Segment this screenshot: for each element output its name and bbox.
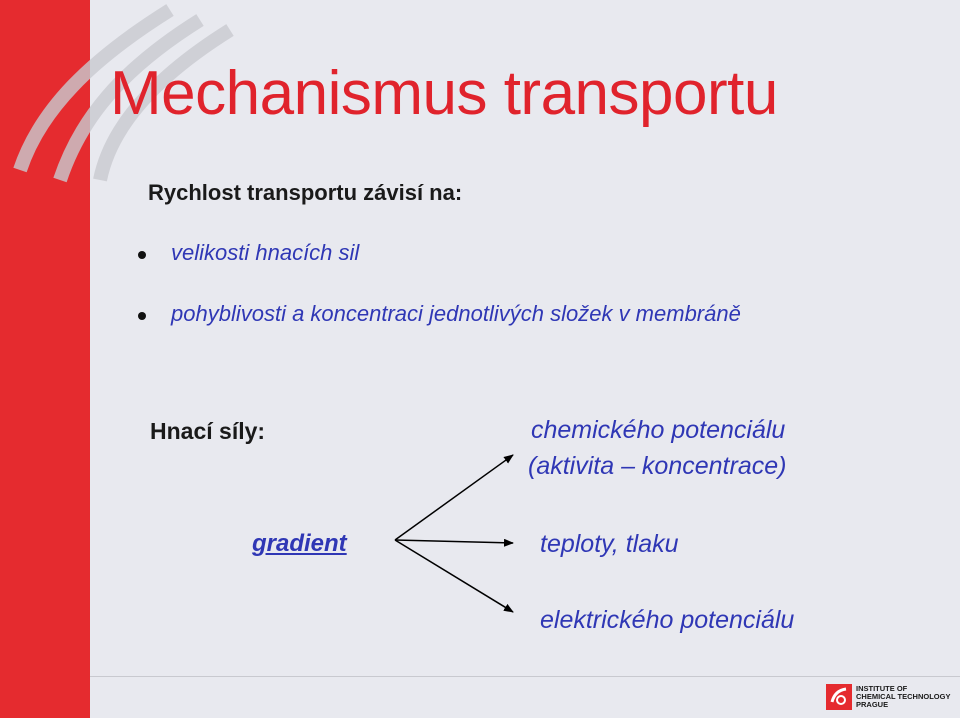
institute-logo [826, 684, 950, 710]
logo-line: PRAGUE [856, 700, 889, 709]
slide-subtitle: Rychlost transportu závisí na: [148, 180, 463, 205]
driving-forces-label: Hnací síly: [150, 418, 266, 444]
chemical-potential-text: chemického potenciálu [531, 416, 786, 444]
bullet-text: pohyblivosti a koncentraci jednotlivých složek v membráně [171, 301, 741, 326]
logo-line: CHEMICAL TECHNOLOGY [856, 692, 951, 701]
gradient-label: gradient [252, 530, 347, 557]
arrow-to-chemical [395, 455, 513, 540]
temperature-pressure-text: teploty, tlaku [540, 530, 679, 558]
arrow-to-electrical [395, 540, 513, 612]
slide-title: Mechanismus transportu [110, 59, 778, 128]
footer-divider [90, 676, 960, 677]
activity-concentration-text: (aktivita – koncentrace) [528, 452, 787, 480]
bullet-text: velikosti hnacích sil [171, 240, 360, 265]
logo-line: INSTITUTE OF [856, 684, 908, 693]
institute-logo-text [856, 685, 950, 709]
institute-logo-icon [826, 684, 852, 710]
arrow-to-temperature [395, 540, 513, 543]
electrical-potential-text: elektrického potenciálu [540, 606, 795, 634]
